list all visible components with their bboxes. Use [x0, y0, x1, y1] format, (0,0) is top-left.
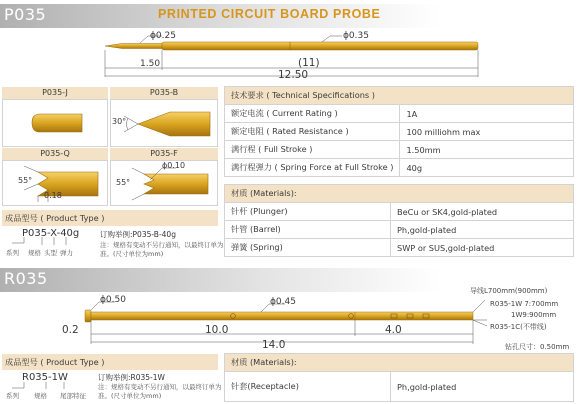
material-label: 针杆 (Plunger): [225, 203, 391, 221]
r035-wire-label-3: 1W9:900mm: [511, 311, 557, 319]
tip-f-angle: 55°: [116, 178, 131, 187]
spec-label: 额定电阻 ( Rated Resistance ): [225, 123, 400, 141]
spec-value: 1.50mm: [400, 141, 574, 159]
p035-body-diameter: ϕ0.35: [343, 31, 369, 41]
tip-b-angle: 30°: [112, 117, 127, 126]
r035-wire-label-1: 导线L700mm(900mm): [470, 287, 548, 295]
r035-head-diameter: ϕ0.50: [100, 295, 126, 305]
material-value: Ph,gold-plated: [391, 372, 574, 402]
tip-b-header: P035-B: [110, 87, 218, 99]
material-label: 针管 (Barrel): [225, 221, 391, 239]
specs-header: 技术要求 ( Technical Specifications ): [225, 87, 574, 105]
r035-part-series: 系列: [6, 392, 19, 400]
materials-header: 材质 (Materials):: [225, 185, 574, 203]
r035-wire-label-4: R035-1C(不带线): [490, 323, 547, 331]
material-value: BeCu or SK4,gold-plated: [391, 203, 574, 221]
p035-order-example: 订购举例:P035-B-40g: [100, 230, 176, 239]
material-value: Ph,gold-plated: [391, 221, 574, 239]
spec-value: 100 milliohm max: [400, 123, 574, 141]
p035-title: PRINTED CIRCUIT BOARD PROBE: [158, 7, 381, 21]
p035-part-force: 弹力: [60, 249, 73, 257]
r035-order-example: 订购举例:R035-1W: [98, 373, 165, 382]
tip-q-angle: 55°: [18, 176, 33, 185]
r035-product-code: R035-1W: [22, 372, 68, 383]
tip-b-drawing: [118, 104, 213, 144]
r035-head-length: 0.2: [62, 324, 79, 336]
r035-end-length: 4.0: [385, 324, 402, 336]
p035-tip-length: 1.50: [140, 59, 161, 69]
r035-series-label: R035: [4, 269, 48, 288]
r035-product-type-header: 成品型号 ( Product Type ): [2, 354, 218, 370]
spec-label: 额定电流 ( Current Rating ): [225, 105, 400, 123]
p035-part-series: 系列: [6, 249, 19, 257]
tip-j-header: P035-J: [2, 87, 108, 99]
tip-q-dim: 0.18: [44, 191, 62, 200]
spec-value: 1A: [400, 105, 574, 123]
p035-tip-diameter: ϕ0.25: [150, 31, 176, 41]
p035-product-type-header: 成品型号 ( Product Type ): [2, 210, 218, 226]
r035-mid-length: 10.0: [205, 324, 229, 336]
p035-total-length: 12.50: [278, 69, 309, 81]
r035-note-2: 准。(尺寸单位为mm): [98, 392, 162, 400]
spec-value: 40g: [400, 159, 574, 177]
material-label: 弹簧 (Spring): [225, 239, 391, 257]
p035-series-label: P035: [4, 5, 47, 24]
p035-note-2: 准。(尺寸单位为mm): [100, 250, 164, 258]
r035-drill-hole: 钻孔尺寸：0.50mm: [505, 343, 570, 351]
tip-j-drawing: [30, 110, 90, 136]
p035-part-head: 头型: [44, 249, 57, 257]
r035-body-diameter: ϕ0.45: [270, 297, 296, 307]
r035-materials-table: [224, 353, 574, 402]
spec-label: 满行程弹力 ( Spring Force at Full Stroke ): [225, 159, 400, 177]
material-label: 针套(Receptacle): [225, 372, 391, 402]
r035-materials-header: 材质 (Materials):: [225, 354, 574, 372]
spec-label: 满行程 ( Full Stroke ): [225, 141, 400, 159]
r035-part-tail: 尾部特征: [60, 392, 86, 400]
r035-wire-label-2: R035-1W 7:700mm: [490, 300, 559, 308]
p035-part-spec: 规格: [28, 249, 41, 257]
r035-note-1: 注：规格有变动不另行通知，以最终订单为: [98, 383, 222, 391]
tip-f-diameter: ϕ0.10: [162, 161, 186, 170]
tip-f-header: P035-F: [110, 148, 218, 160]
p035-specs-table: [224, 86, 574, 177]
p035-note-1: 注：规格有变动不另行通知，以最终订单为: [100, 241, 224, 249]
material-value: SWP or SUS,gold-plated: [391, 239, 574, 257]
r035-part-spec: 规格: [34, 392, 47, 400]
p035-product-code: P035-X-40g: [22, 228, 80, 239]
p035-body-length: (11): [298, 57, 320, 69]
p035-materials-table: [224, 184, 574, 257]
r035-total-length: 14.0: [262, 339, 286, 351]
tip-q-header: P035-Q: [2, 148, 108, 160]
